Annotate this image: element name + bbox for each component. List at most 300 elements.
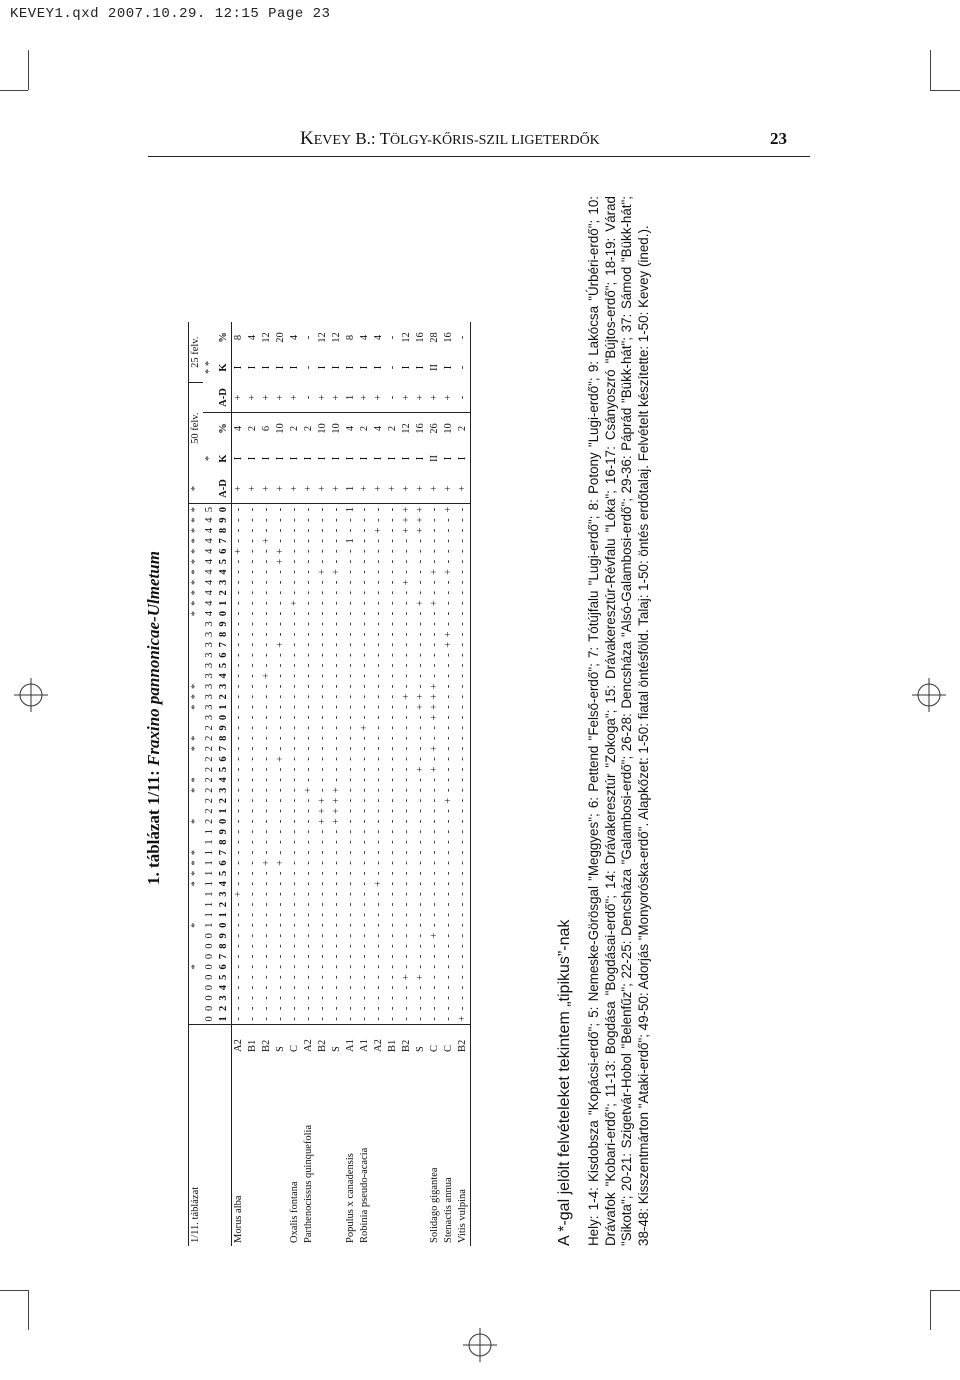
releve-number-tens: 4 <box>204 527 215 534</box>
releve-number-tens: 2 <box>204 808 215 814</box>
releve-value: - <box>373 601 384 605</box>
releve-value: - <box>247 632 258 637</box>
releve-value: - <box>303 975 314 979</box>
releve-value: - <box>429 861 440 865</box>
releve-value: - <box>303 819 314 824</box>
releve-value: - <box>387 798 398 803</box>
releve-value: - <box>289 985 300 990</box>
releve-value: - <box>275 622 286 626</box>
synthetic-value: + <box>415 394 426 401</box>
releve-value: - <box>317 913 328 917</box>
releve-value: - <box>261 580 272 585</box>
releve-number-tens: 3 <box>204 662 215 669</box>
releve-value: - <box>247 601 258 605</box>
releve-value: - <box>359 902 370 907</box>
releve-value: - <box>456 889 471 899</box>
releve-value: - <box>429 1017 440 1021</box>
releve-value: + <box>429 569 440 575</box>
releve-number-units: 0 <box>217 816 232 826</box>
releve-number-units: 4 <box>217 982 232 992</box>
synthetic-value: + <box>261 394 272 401</box>
releve-value: - <box>233 559 244 564</box>
releve-value: + <box>429 683 440 690</box>
synthetic-value: + <box>275 485 286 492</box>
releve-value: - <box>275 902 286 907</box>
releve-value: - <box>359 830 370 834</box>
releve-value: + <box>317 808 328 814</box>
releve-value: - <box>261 913 272 917</box>
releve-value: - <box>373 1017 384 1021</box>
releve-number-tens: 5 <box>203 504 217 515</box>
releve-value: - <box>289 736 300 741</box>
releve-value: - <box>415 757 426 761</box>
releve-value: - <box>233 913 244 917</box>
releve-value: - <box>233 694 244 699</box>
releve-value: - <box>359 539 370 543</box>
releve-value: - <box>358 504 372 515</box>
releve-value: - <box>359 570 370 574</box>
releve-value: - <box>456 546 471 556</box>
star-header-row <box>189 322 204 1246</box>
releve-value: - <box>275 965 286 969</box>
releve-value: - <box>415 840 426 844</box>
releve-value: - <box>415 923 426 928</box>
releve-value: - <box>443 518 454 522</box>
typical-star: * <box>189 733 204 743</box>
releve-value: - <box>345 684 356 689</box>
releve-value: - <box>331 892 342 896</box>
releve-value: + <box>414 504 428 515</box>
releve-value: - <box>359 684 370 689</box>
releve-value: - <box>261 663 272 668</box>
releve-value: - <box>345 778 356 782</box>
releve-value: + <box>442 504 456 515</box>
releve-value: - <box>303 757 314 761</box>
releve-number-tens: 3 <box>204 683 215 689</box>
layer-code: B2 <box>456 1025 471 1057</box>
synthetic-value: 12 <box>401 332 412 343</box>
releve-value: + <box>261 537 272 544</box>
releve-value: - <box>233 819 244 824</box>
releve-value: - <box>345 705 356 709</box>
releve-value: - <box>429 923 440 928</box>
releve-value: - <box>317 694 328 699</box>
synthetic-value: + <box>289 394 300 401</box>
releve-value: - <box>261 830 272 834</box>
releve-value: - <box>429 913 440 917</box>
releve-value: - <box>429 674 440 678</box>
releve-value: - <box>401 591 412 595</box>
synthetic-value: - <box>387 365 398 370</box>
releve-value: - <box>331 757 342 761</box>
releve-value: - <box>275 591 286 595</box>
releve-value: - <box>303 653 314 657</box>
releve-value: - <box>345 622 356 626</box>
releve-value: - <box>415 746 426 751</box>
releve-number-tens: 1 <box>204 912 215 918</box>
releve-value: - <box>359 881 370 886</box>
synthetic-value: 4 <box>232 413 247 444</box>
releve-value: + <box>401 517 412 524</box>
releve-value: - <box>456 806 471 816</box>
releve-value: - <box>443 622 454 626</box>
releve-value: - <box>261 850 272 855</box>
releve-value: + <box>233 548 244 555</box>
releve-value: - <box>303 913 314 917</box>
releve-number-tens: 2 <box>204 746 215 752</box>
releve-number-units: 3 <box>217 889 232 899</box>
releve-value: - <box>317 788 328 792</box>
releve-value: - <box>456 723 471 733</box>
releve-value: - <box>359 591 370 595</box>
releve-value: - <box>345 850 356 855</box>
releve-value: - <box>345 809 356 813</box>
releve-number-tens: 2 <box>204 787 215 793</box>
releve-value: - <box>275 601 286 605</box>
syn-subheader: A-D <box>217 382 232 413</box>
releve-value: - <box>261 1017 272 1021</box>
releve-value: + <box>317 797 328 804</box>
releve-value: - <box>345 715 356 720</box>
typical-star: * <box>189 567 204 577</box>
species-name: Oxalis fontana <box>289 1181 300 1243</box>
releve-value: + <box>331 818 342 825</box>
releve-value: - <box>456 972 471 982</box>
releve-value: - <box>233 840 244 844</box>
releve-value: - <box>247 539 258 543</box>
releve-value: - <box>373 643 384 647</box>
releve-value: - <box>289 975 300 979</box>
table-row <box>274 322 288 1246</box>
releve-value: - <box>373 798 384 803</box>
releve-value: - <box>331 871 342 876</box>
releve-value: - <box>456 775 471 785</box>
releve-value: - <box>289 923 300 928</box>
releve-value: - <box>443 1017 454 1021</box>
units-header-row <box>217 322 232 1246</box>
releve-value: - <box>387 726 398 730</box>
releve-value: - <box>373 622 384 626</box>
syn-star: * <box>203 413 217 504</box>
releve-value: - <box>373 933 384 938</box>
releve-value: - <box>317 528 328 533</box>
releve-number-units: 9 <box>217 515 232 525</box>
releve-value: - <box>456 681 471 691</box>
releve-value: - <box>443 965 454 969</box>
releve-value: - <box>387 694 398 699</box>
releve-value: - <box>331 985 342 990</box>
running-head-author: EVEY <box>313 133 352 148</box>
table-row <box>260 322 274 1246</box>
releve-value: - <box>288 504 302 515</box>
releve-value: - <box>261 694 272 699</box>
synthetic-value: + <box>275 394 286 401</box>
releve-number-units: 4 <box>217 671 232 681</box>
releve-value: - <box>317 632 328 637</box>
releve-value: - <box>289 861 300 865</box>
synthetic-value: + <box>387 485 398 492</box>
releve-value: - <box>317 902 328 907</box>
typical-star <box>189 941 204 951</box>
releve-value: - <box>373 944 384 948</box>
releve-value: - <box>443 1006 454 1011</box>
releve-value: - <box>428 504 442 515</box>
releve-value: - <box>345 746 356 751</box>
releve-value: - <box>401 663 412 668</box>
releve-value: - <box>261 944 272 948</box>
releve-value: - <box>456 629 471 639</box>
releve-value: - <box>331 933 342 938</box>
synthetic-value: - <box>456 322 471 352</box>
releve-value: - <box>331 611 342 616</box>
releve-value: + <box>415 600 426 607</box>
releve-value: - <box>289 819 300 824</box>
synthetic-value: + <box>373 485 384 492</box>
releve-value: - <box>443 861 454 865</box>
releve-value: - <box>401 819 412 824</box>
releve-value: - <box>401 726 412 730</box>
releve-value: - <box>345 549 356 553</box>
species-name <box>246 1056 260 1246</box>
releve-value: - <box>359 788 370 792</box>
releve-number-tens: 3 <box>204 704 215 710</box>
releve-value: - <box>247 819 258 824</box>
synthetic-value: 28 <box>429 332 440 343</box>
releve-value: - <box>401 736 412 741</box>
releve-value: - <box>233 767 244 772</box>
releve-number-tens: 4 <box>204 579 215 586</box>
releve-value: - <box>373 518 384 522</box>
releve-value: - <box>415 778 426 782</box>
releve-value: - <box>303 726 314 730</box>
synthetic-value: I <box>303 456 314 461</box>
synthetic-value: I <box>401 456 412 461</box>
releve-value: - <box>359 1006 370 1011</box>
releve-number-tens: 2 <box>204 797 215 804</box>
releve-value: - <box>456 577 471 587</box>
releve-value: - <box>387 539 398 543</box>
caption-prefix: 1. táblázat 1/11: <box>144 765 163 885</box>
releve-value: - <box>303 954 314 959</box>
releve-value: - <box>331 549 342 553</box>
releve-value: - <box>429 892 440 896</box>
releve-value: - <box>443 902 454 907</box>
releve-value: - <box>373 549 384 553</box>
releve-value: - <box>247 861 258 865</box>
releve-value: - <box>289 840 300 844</box>
typical-star <box>189 671 204 681</box>
layer-code: A2 <box>232 1025 247 1057</box>
releve-value: - <box>345 933 356 938</box>
species-name: Vitis vulpina <box>456 1056 471 1246</box>
releve-value: - <box>345 913 356 917</box>
typical-star <box>189 1014 204 1025</box>
synthetic-value: + <box>443 394 454 401</box>
synthetic-value: + <box>429 394 440 401</box>
releve-value: - <box>289 518 300 522</box>
releve-value: - <box>401 674 412 678</box>
releve-value: + <box>429 766 440 773</box>
layer-code: A2 <box>372 1025 386 1057</box>
releve-value: - <box>456 702 471 712</box>
releve-value: - <box>331 684 342 689</box>
releve-value: - <box>443 975 454 979</box>
releve-number-tens: 2 <box>204 725 215 731</box>
releve-value: - <box>317 944 328 948</box>
layer-code: B2 <box>260 1025 274 1057</box>
releve-value: - <box>443 840 454 844</box>
releve-number-units: 9 <box>217 723 232 733</box>
releve-value: - <box>359 923 370 928</box>
layer-code: A1 <box>344 1025 358 1057</box>
releve-value: - <box>345 559 356 564</box>
releve-value: - <box>387 840 398 844</box>
typical-star: * <box>189 785 204 795</box>
releve-value: - <box>443 871 454 876</box>
releve-value: - <box>401 944 412 948</box>
releve-value: - <box>345 736 356 741</box>
releve-value: - <box>456 982 471 992</box>
releve-value: - <box>359 861 370 865</box>
releve-value: - <box>415 881 426 886</box>
table-row <box>358 322 372 1246</box>
releve-value: - <box>443 746 454 751</box>
releve-value: - <box>415 663 426 668</box>
releve-value: - <box>456 536 471 546</box>
releve-value: - <box>247 913 258 917</box>
releve-value: - <box>317 674 328 678</box>
releve-value: - <box>247 944 258 948</box>
releve-value: - <box>331 1017 342 1021</box>
releve-value: - <box>373 996 384 1000</box>
releve-value: - <box>303 715 314 720</box>
releve-value: - <box>373 788 384 792</box>
releve-value: - <box>373 767 384 772</box>
synthetic-value: + <box>401 485 412 492</box>
releve-value: - <box>401 830 412 834</box>
releve-value: - <box>261 757 272 761</box>
releve-value: - <box>359 850 370 855</box>
syn-subheader: A-D <box>217 473 232 504</box>
releve-value: - <box>331 996 342 1000</box>
releve-number-tens: 4 <box>204 548 215 554</box>
releve-value: - <box>386 504 400 515</box>
releve-value: - <box>359 632 370 637</box>
releve-value: - <box>275 985 286 990</box>
releve-value: - <box>303 539 314 543</box>
releve-value: - <box>443 591 454 595</box>
typical-star: * <box>189 556 204 566</box>
releve-value: - <box>345 757 356 761</box>
releve-value: - <box>331 965 342 969</box>
releve-value: - <box>345 830 356 834</box>
releve-value: - <box>401 985 412 990</box>
releve-value: + <box>443 641 454 648</box>
releve-value: - <box>331 674 342 678</box>
releve-number-units: 0 <box>217 504 232 515</box>
releve-value: - <box>456 754 471 764</box>
synthetic-value: 26 <box>428 413 442 444</box>
releve-value: + <box>415 517 426 524</box>
releve-value: - <box>331 881 342 886</box>
releve-number-units: 2 <box>217 1003 232 1013</box>
releve-value: - <box>289 632 300 637</box>
releve-number-units: 5 <box>217 868 232 878</box>
releve-value: - <box>317 611 328 616</box>
releve-value: - <box>317 518 328 522</box>
releve-value: - <box>456 515 471 525</box>
releve-number-units: 9 <box>217 619 232 629</box>
releve-number-tens: 2 <box>204 735 215 741</box>
releve-value: - <box>373 965 384 969</box>
releve-value: - <box>359 549 370 553</box>
typical-star <box>189 930 204 940</box>
registration-mark-icon <box>463 1328 497 1362</box>
releve-value: - <box>233 528 244 533</box>
releve-value: - <box>401 996 412 1000</box>
releve-value: - <box>289 913 300 917</box>
releve-value: - <box>401 850 412 855</box>
releve-value: - <box>429 580 440 585</box>
releve-value: - <box>317 746 328 751</box>
releve-value: - <box>233 881 244 886</box>
releve-value: - <box>415 809 426 813</box>
releve-value: - <box>387 632 398 637</box>
releve-value: - <box>247 933 258 938</box>
releve-number-units: 0 <box>217 712 232 722</box>
releve-value: - <box>303 601 314 605</box>
releve-value: - <box>359 933 370 938</box>
typical-star: * <box>189 702 204 712</box>
releve-value: - <box>261 736 272 741</box>
releve-value: - <box>233 954 244 959</box>
synthetic-value: I <box>456 443 471 473</box>
releve-value: - <box>261 746 272 751</box>
releve-value: - <box>373 913 384 917</box>
releve-value: - <box>233 923 244 928</box>
releve-value: - <box>247 798 258 803</box>
releve-value: - <box>359 965 370 969</box>
releve-value: - <box>359 694 370 699</box>
releve-value: - <box>275 705 286 709</box>
releve-value: - <box>415 643 426 647</box>
releve-value: + <box>289 600 300 607</box>
releve-value: - <box>317 549 328 553</box>
releve-value: - <box>233 933 244 938</box>
releve-value: - <box>373 778 384 782</box>
releve-value: 1 <box>344 504 358 515</box>
releve-value: - <box>429 830 440 834</box>
releve-value: - <box>443 892 454 896</box>
releve-value: - <box>415 996 426 1000</box>
releve-value: - <box>247 726 258 730</box>
releve-value: - <box>359 601 370 605</box>
synthetic-value: + <box>261 485 272 492</box>
releve-value: - <box>359 975 370 979</box>
releve-value: - <box>317 954 328 959</box>
releve-value: - <box>261 954 272 959</box>
synthetic-value: + <box>289 485 300 492</box>
releve-value: - <box>261 819 272 824</box>
releve-value: - <box>443 528 454 533</box>
releve-value: - <box>359 871 370 876</box>
releve-value: - <box>247 767 258 772</box>
releve-value: - <box>359 528 370 533</box>
synthetic-value: 10 <box>442 413 456 444</box>
releve-number-units: 4 <box>217 775 232 785</box>
releve-value: - <box>317 705 328 709</box>
releve-value: - <box>317 778 328 782</box>
